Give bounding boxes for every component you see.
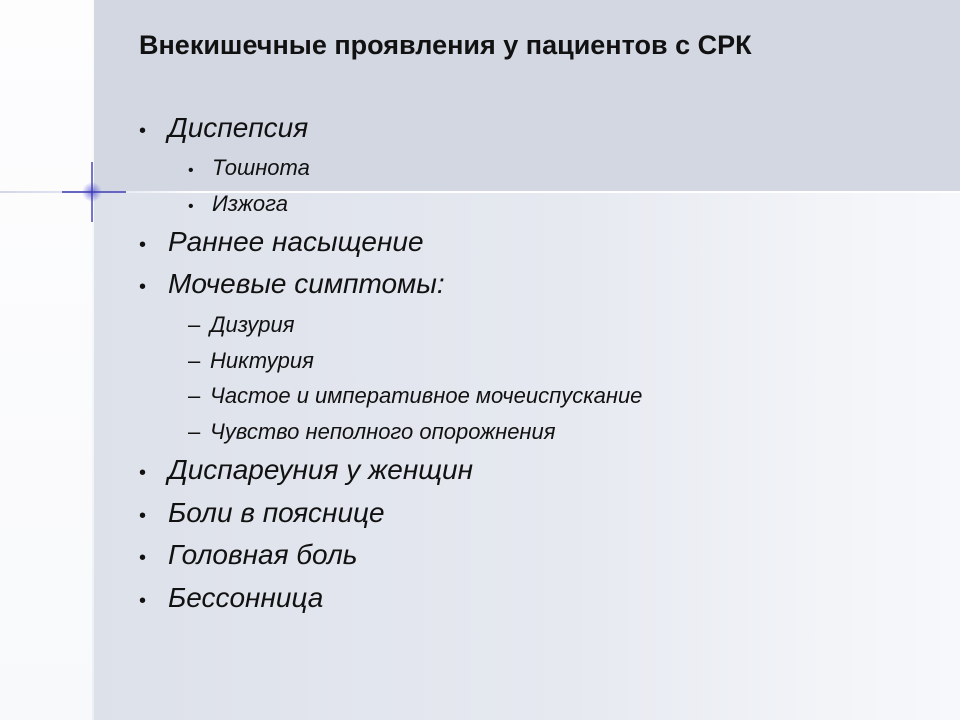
bullet-icon: • [139, 547, 147, 569]
list-item-text: Бессонница [168, 582, 324, 613]
list-item-text: Диспареуния у женщин [168, 454, 474, 485]
sparkle-star-icon [62, 160, 126, 224]
list-item-insomnia [139, 582, 323, 614]
list-item-text: Чувство неполного опорожнения [210, 419, 556, 444]
bullet-icon: • [188, 162, 194, 179]
dash-icon: – [188, 312, 201, 337]
vertical-divider [92, 0, 94, 720]
bullet-icon: • [188, 198, 194, 215]
list-item-text: Частое и императивное мочеиспускание [210, 383, 643, 408]
list-item-incomplete-emptying [188, 419, 556, 445]
list-item-urinary-symptoms [139, 268, 445, 300]
list-item-text: Мочевые симптомы: [168, 268, 445, 299]
bullet-icon: • [139, 234, 147, 256]
bullet-icon: • [139, 276, 147, 298]
list-item-back-pain [139, 497, 385, 529]
list-item-text: Боли в пояснице [168, 497, 385, 528]
list-item-text: Головная боль [168, 539, 358, 570]
list-item-text: Никтурия [210, 348, 314, 373]
horizontal-divider [0, 191, 960, 193]
dash-icon: – [188, 348, 201, 373]
list-item-text: Раннее насыщение [168, 226, 424, 257]
list-item-nocturia [188, 348, 314, 374]
list-item-heartburn [188, 191, 288, 217]
bullet-icon: • [139, 120, 147, 142]
list-item-dyspepsia [139, 112, 308, 144]
list-item-nausea [188, 155, 310, 181]
bullet-icon: • [139, 505, 147, 527]
list-item-text: Диспепсия [168, 112, 309, 143]
dash-icon: – [188, 383, 201, 408]
list-item-text: Дизурия [210, 312, 295, 337]
slide-title: Внекишечные проявления у пациентов с СРК [139, 30, 752, 60]
list-item-text: Изжога [212, 191, 288, 216]
list-item-dysuria [188, 312, 294, 338]
bullet-icon: • [139, 590, 147, 612]
bullet-icon: • [139, 462, 147, 484]
list-item-text: Тошнота [212, 155, 310, 180]
left-background-band [0, 0, 92, 720]
dash-icon: – [188, 419, 201, 444]
list-item-dyspareunia [139, 454, 473, 486]
list-item-early-satiety [139, 226, 424, 258]
list-item-urgency [188, 383, 642, 409]
list-item-headache [139, 539, 358, 571]
